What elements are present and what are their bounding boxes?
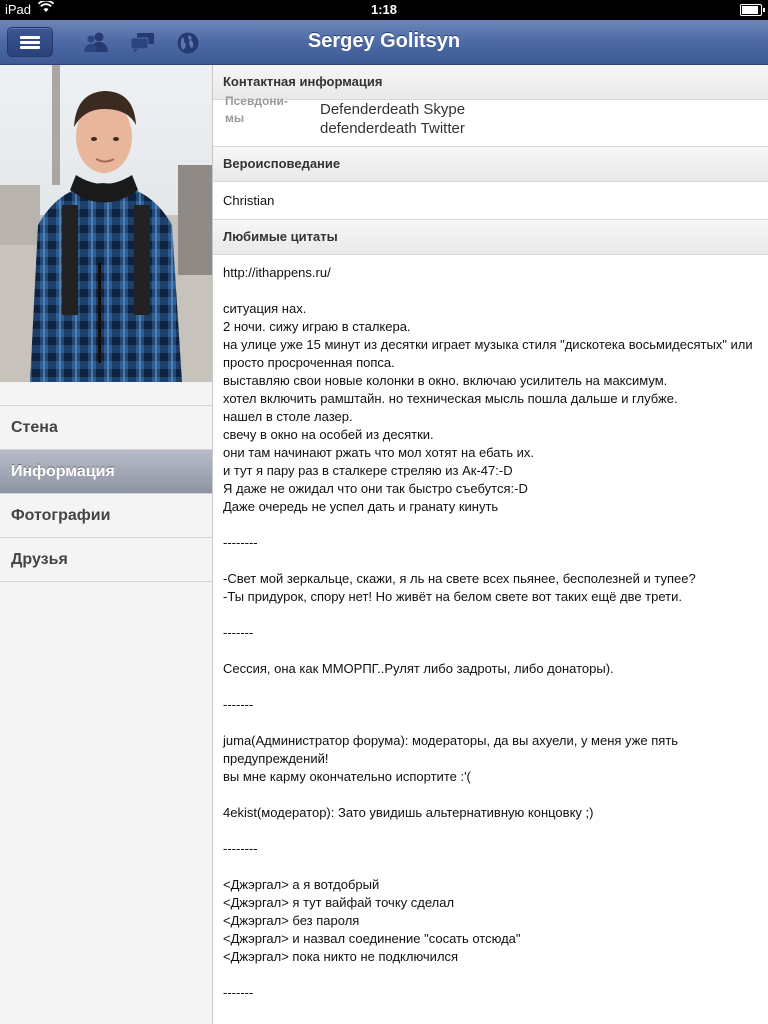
profile-photo[interactable] xyxy=(0,65,212,382)
friends-icon[interactable] xyxy=(82,31,108,53)
status-bar xyxy=(0,0,768,20)
sidebar-item-photos[interactable] xyxy=(0,494,212,538)
quotes-text: http://ithappens.ru/ ситуация нах. 2 ночи. сижу играю в сталкера. на улице уже 15 минут из десятки играет музыка стиля "дискотека восьмидесятых" или просто просроченная попса. выставляю свои новые колонки в окно. включаю усилитель на максимум. хотел включить рамштайн. но техническая мысль пошла дальше и глубже. нашел в столе лазер. свечу в окно на особей из десятки. они там начинают ржать что мол хотят на ебать их. и тут я пару раз в сталкере стреляю из Ак-47:-D Я даже не ожидал что они так быстро съебутся:-D Даже очередь не успел дать и гранату кинуть -------- -Свет мой зеркальце, скажи, я ль на свете всех пьянее, бесполезней и тупее? -Ты придурок, спору нет! Но живёт на белом свете вот таких ещё две трети. ------- Сессия, она как ММОРПГ..Рулят либо задроты, либо донаторы). ------- juma(Администратор форума): модераторы, да вы ахуели, у меня уже пять предупреждений! вы мне карму окончательно испортите :'( 4ekist(модератор): Зато увидишь альтернативную концовку ;) -------- <Джэргал> а я вотдобрый <Джэргал> я тут вайфай точку сделал <Джэргал> без пароля <Джэргал> и назвал соединение "сосать отсюда" <Джэргал> пока никто не подключился ------- xyxy=(223,265,753,1000)
section-title: Вероисповедание xyxy=(223,156,341,171)
section-title: Любимые цитаты xyxy=(223,229,338,244)
notifications-globe-icon[interactable] xyxy=(176,31,202,53)
sidebar-item-label: Информация xyxy=(11,463,115,480)
carrier-label: iPad xyxy=(5,2,32,17)
aliases-label: Псевдони- мы xyxy=(225,94,288,125)
sidebar-item-friends[interactable] xyxy=(0,538,212,582)
sidebar-item-label: Друзья xyxy=(11,551,68,568)
sidebar xyxy=(0,65,213,1024)
sidebar-item-label: Стена xyxy=(11,419,58,436)
alias-skype[interactable]: Defenderdeath Skype xyxy=(320,101,466,118)
navigation-bar xyxy=(0,20,768,65)
info-content[interactable] xyxy=(213,65,768,1024)
messages-icon[interactable] xyxy=(130,31,156,53)
quotes-header xyxy=(213,219,768,255)
aliases-values xyxy=(320,100,465,138)
sidebar-item-wall[interactable] xyxy=(0,406,212,450)
section-title: Контактная информация xyxy=(223,74,383,89)
alias-twitter[interactable]: defenderdeath Twitter xyxy=(320,120,465,137)
sidebar-item-label: Фотографии xyxy=(11,507,111,524)
contact-info-body xyxy=(213,94,768,146)
clock: 1:18 xyxy=(370,2,398,17)
page-title: Sergey Golitsyn xyxy=(307,30,461,52)
menu-button[interactable] xyxy=(7,27,53,57)
religion-value: Christian xyxy=(223,193,275,208)
sidebar-menu xyxy=(0,405,212,582)
religion-header xyxy=(213,146,768,182)
battery-icon xyxy=(740,4,762,16)
sidebar-item-info[interactable] xyxy=(0,450,212,494)
